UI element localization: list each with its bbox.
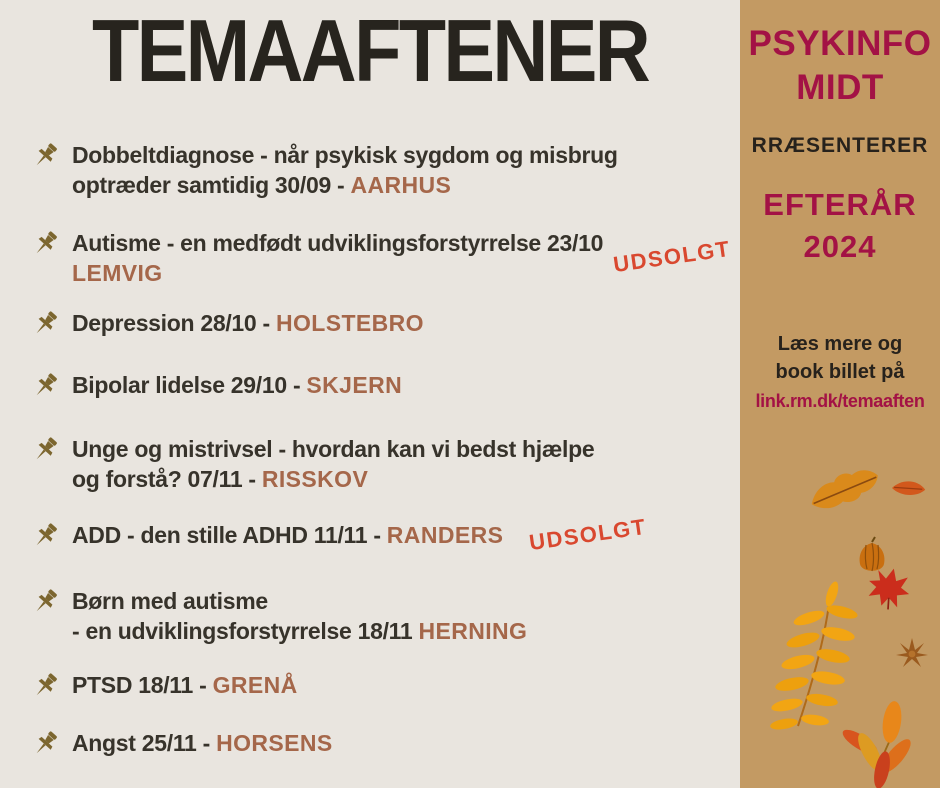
event-title: Unge og mistrivsel - hvordan kan vi bedst hjælpe: [72, 436, 595, 462]
event-text: [72, 586, 527, 646]
event-item-bipolar: [30, 370, 730, 401]
event-details: og forstå? 07/11 -: [72, 466, 262, 492]
event-text: [72, 434, 594, 494]
season-line2: 2024: [803, 229, 877, 264]
event-details: - en udviklingsforstyrrelse 18/11: [72, 618, 419, 644]
maple-leaf-icon: [864, 564, 915, 614]
event-title: Angst 25/11 -: [72, 730, 217, 756]
event-item-boern-autisme: [30, 586, 730, 646]
cta-text: Læs mere og book billet på: [775, 333, 905, 383]
physalis-icon: [860, 537, 885, 571]
presents-label: RRÆSENTERER: [751, 134, 929, 157]
event-details: optræder samtidig 30/09 -: [72, 172, 351, 198]
pushpin-icon: [30, 521, 60, 551]
event-title: Dobbeltdiagnose - når psykisk sygdom og misbrug: [72, 142, 618, 168]
event-text: [72, 308, 424, 338]
palmate-leaf-icon: [839, 700, 915, 788]
season-title: [740, 184, 940, 268]
event-item-dobbeltdiagnose: [30, 140, 730, 200]
rowan-leaf-icon: [769, 580, 859, 731]
event-title: Autisme - en medfødt udviklingsforstyrrelse 23/10: [72, 230, 604, 256]
event-text: [72, 370, 402, 400]
event-city: RISSKOV: [261, 466, 369, 492]
event-city: RANDERS: [386, 522, 504, 548]
event-title: PTSD 18/11 -: [72, 672, 213, 698]
booking-link[interactable]: link.rm.dk/temaaften: [755, 391, 925, 411]
pushpin-icon: [30, 729, 60, 759]
pushpin-icon: [30, 141, 60, 171]
event-city: HORSENS: [216, 730, 333, 756]
event-title: Depression 28/10 -: [72, 310, 276, 336]
oak-leaf-icon: [806, 462, 884, 516]
event-city: HERNING: [418, 618, 528, 644]
pushpin-icon: [30, 435, 60, 465]
star-anise-icon: [896, 638, 928, 667]
event-city: HOLSTEBRO: [275, 310, 424, 336]
event-text: [72, 670, 298, 700]
event-title: ADD - den stille ADHD 11/11 -: [72, 522, 387, 548]
event-item-unge-mistrivsel: [30, 434, 730, 494]
pushpin-icon: [30, 587, 60, 617]
curled-leaf-icon: [891, 478, 926, 497]
season-line1: EFTERÅR: [763, 187, 917, 222]
event-city: AARHUS: [350, 172, 452, 198]
pushpin-icon: [30, 309, 60, 339]
event-city: SKJERN: [306, 372, 403, 398]
event-text: [72, 728, 333, 758]
sold-out-badge: UDSOLGT: [527, 513, 649, 556]
brand-line1: PSYKINFO: [748, 24, 932, 63]
sidebar: [740, 0, 940, 788]
event-item-angst: [30, 728, 730, 759]
event-item-depression: [30, 308, 730, 339]
event-city: LEMVIG: [72, 260, 163, 286]
sold-out-badge: UDSOLGT: [611, 235, 733, 278]
pushpin-icon: [30, 371, 60, 401]
autumn-leaves-decoration: [740, 428, 940, 788]
event-item-ptsd: [30, 670, 730, 701]
event-item-autisme: [30, 228, 733, 288]
event-city: GRENÅ: [212, 672, 298, 698]
event-title: Bipolar lidelse 29/10 -: [72, 372, 307, 398]
pushpin-icon: [30, 671, 60, 701]
event-text: [72, 228, 603, 288]
event-title: Børn med autisme: [72, 588, 268, 614]
event-text: [72, 513, 649, 556]
event-text: [72, 140, 618, 200]
page-title: TEMAAFTENER: [91, 1, 649, 100]
brand-line2: MIDT: [796, 68, 884, 107]
brand-title: [740, 22, 940, 110]
pushpin-icon: [30, 229, 60, 259]
event-item-add-adhd: [30, 513, 730, 556]
